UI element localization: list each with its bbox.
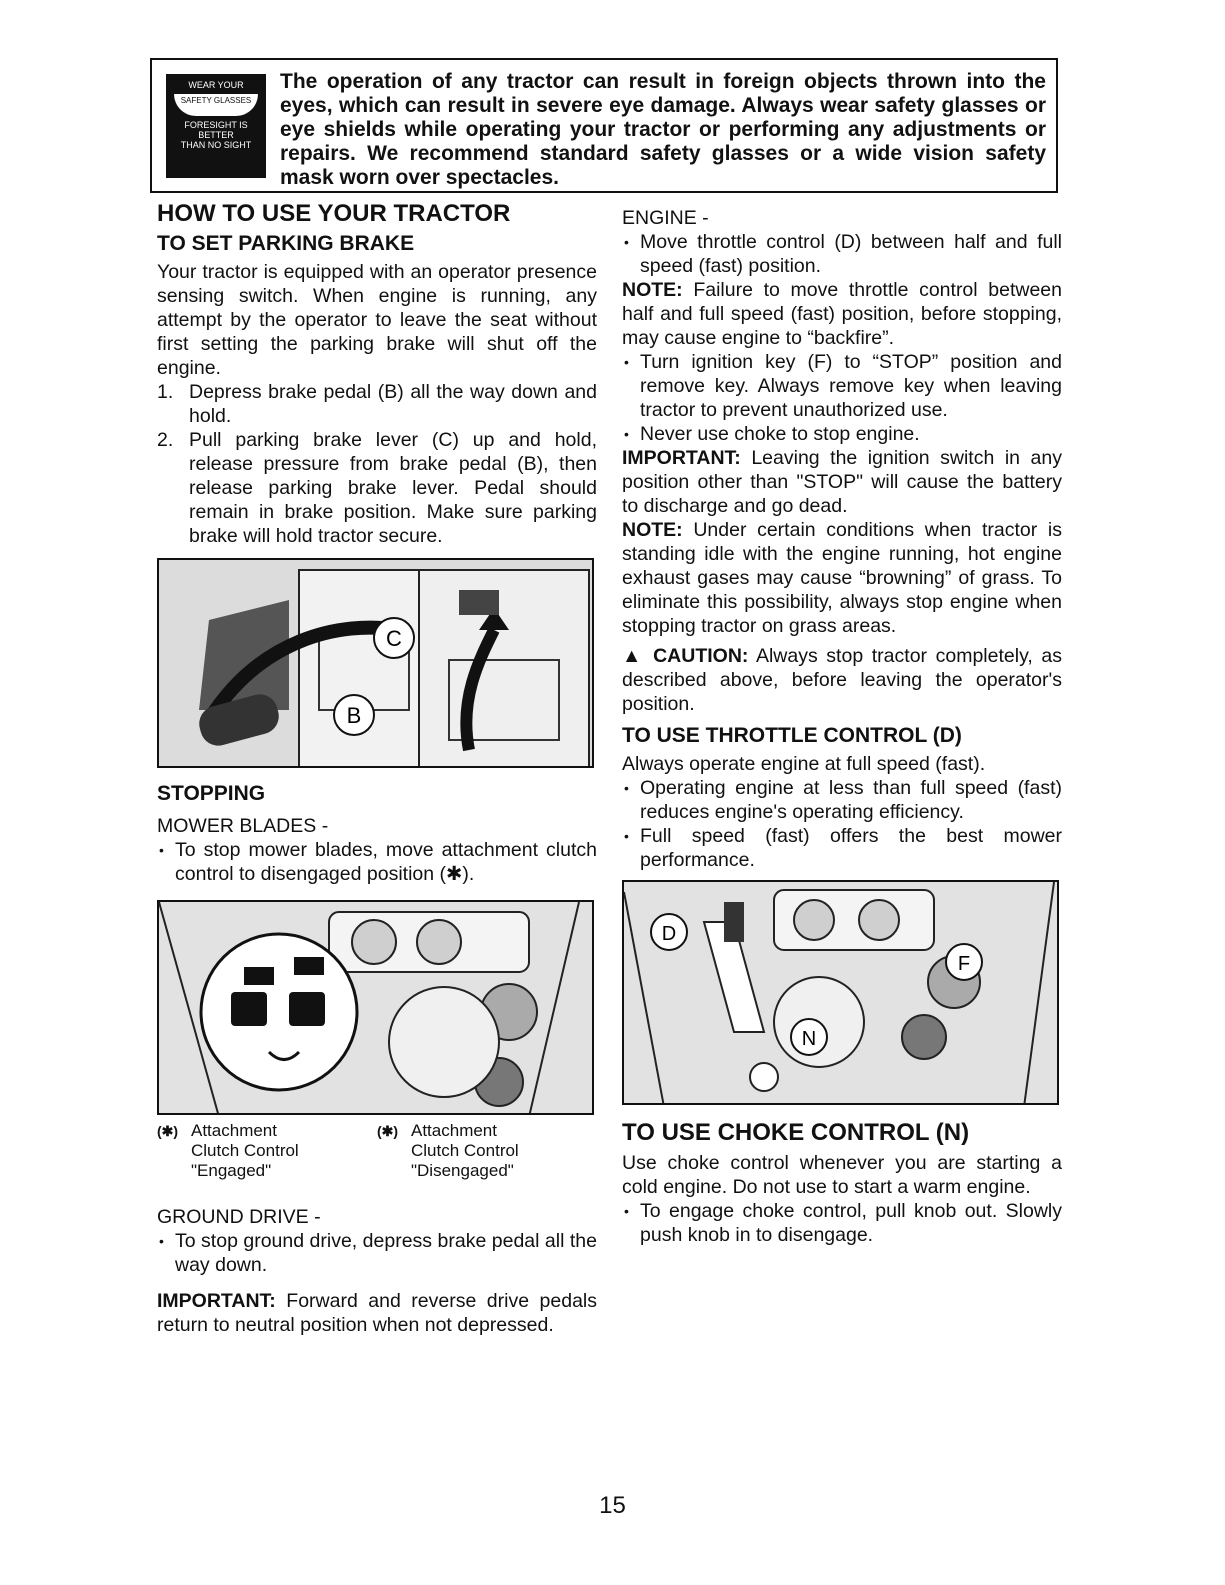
note2 [622, 518, 1062, 638]
clutch-control-illustration [159, 902, 594, 1115]
right-column [622, 206, 1062, 1247]
important-label: IMPORTANT: [157, 1290, 276, 1312]
mower-blades-label: MOWER BLADES - [157, 815, 329, 837]
engine-list-2 [622, 350, 1062, 446]
important-text: Forward and reverse drive pedals return to neutral position when not depressed. [157, 1290, 597, 1336]
legend-disengaged [377, 1121, 597, 1181]
icon-text-top: WEAR YOUR [188, 80, 244, 90]
section-title: HOW TO USE YOUR TRACTOR [157, 200, 511, 227]
glasses-graphic [174, 94, 258, 116]
parking-brake-illustration [159, 560, 594, 768]
step-1-text: Depress brake pedal (B) all the way down and hold. [189, 381, 597, 427]
step-2 [157, 428, 597, 548]
icon-text-mid: SAFETY GLASSES [180, 96, 252, 105]
legend-disengaged-line3: "Disengaged" [411, 1161, 514, 1180]
note1-label: NOTE: [622, 279, 683, 301]
legend-disengaged-line1: Attachment [411, 1121, 497, 1140]
throttle-illustration [624, 882, 1059, 1105]
icon-text-bottom1: FORESIGHT IS BETTER [184, 120, 248, 140]
engine-label: ENGINE - [622, 207, 709, 229]
important-right-label: IMPORTANT: [622, 447, 741, 469]
throttle-heading: TO USE THROTTLE CONTROL (D) [622, 724, 962, 747]
throttle-figure [622, 880, 1059, 1105]
parking-brake-text: Your tractor is equipped with an operator presence sensing switch. When engine is running, any attempt by the operator to leave the seat without first setting the parking brake will shut off the engine. [157, 261, 597, 379]
legend-disengaged-line2: Clutch Control [411, 1141, 519, 1160]
throttle-bullet-1: • Operating engine at less than full speed (fast) reduces engine's operating efficiency. [622, 776, 1062, 824]
icon-text-bottom2: THAN NO SIGHT [180, 140, 252, 150]
safety-glasses-icon [166, 74, 266, 178]
note1 [622, 278, 1062, 350]
label-n: N [801, 1028, 817, 1050]
legend-engaged-line3: "Engaged" [191, 1161, 272, 1180]
step-1 [157, 380, 597, 428]
legend-engaged [157, 1121, 377, 1181]
parking-brake-heading: TO SET PARKING BRAKE [157, 232, 415, 255]
clutch-legend [157, 1121, 597, 1181]
label-c: C [386, 626, 402, 651]
throttle-list [622, 776, 1062, 872]
caution-label: CAUTION: [653, 645, 749, 667]
label-b: B [346, 703, 362, 728]
choke-bullet: • To engage choke control, pull knob out. Slowly push knob in to disengage. [622, 1199, 1062, 1247]
engine-list-1 [622, 230, 1062, 278]
caution-paragraph [622, 644, 1062, 716]
engine-bullet-1: • Move throttle control (D) between half and full speed (fast) position. [622, 230, 1062, 278]
warning-text: The operation of any tractor can result in foreign objects thrown into the eyes, which can result in severe eye damage. Always wear safety glasses or eye shields while operating your tractor or performing any adjustments or repairs. We recommend standard safety glasses or a wide vision safety mask worn over spectacles. [280, 70, 1046, 189]
important-right [622, 446, 1062, 518]
choke-list [622, 1199, 1062, 1247]
engine-bullet-2: • Turn ignition key (F) to “STOP” position and remove key. Always remove key when leaving tractor to prevent unauthorized use. [622, 350, 1062, 422]
caution-text: Always stop tractor completely, as described above, before leaving the operator's position. [622, 645, 1062, 715]
left-column [157, 200, 597, 1337]
mower-bullet: • To stop mower blades, move attachment clutch control to disengaged position (✱). [157, 838, 597, 886]
ground-drive-label: GROUND DRIVE - [157, 1206, 321, 1228]
stopping-heading: STOPPING [157, 782, 266, 805]
safety-warning-box [150, 58, 1058, 193]
note2-text: Under certain conditions when tractor is standing idle with the engine running, hot engine exhaust gases may cause “browning” of grass. To eliminate this possibility, always stop engine when stopping tractor on grass areas. [622, 519, 1062, 637]
clutch-control-figure [157, 900, 594, 1115]
step-2-text: Pull parking brake lever (C) up and hold, release pressure from brake pedal (B), then release parking brake lever. Pedal should remain in brake position. Make sure parking brake will hold tractor secure. [189, 429, 597, 547]
label-d: D [661, 923, 677, 945]
note2-label: NOTE: [622, 519, 683, 541]
parking-brake-figure [157, 558, 594, 768]
ground-bullet: • To stop ground drive, depress brake pedal all the way down. [157, 1229, 597, 1277]
choke-heading: TO USE CHOKE CONTROL (N) [622, 1119, 970, 1146]
clutch-engaged-icon: (✱) [157, 1123, 179, 1139]
page-number: 15 [599, 1492, 626, 1519]
engine-bullet-3: • Never use choke to stop engine. [622, 422, 1062, 446]
note1-text: Failure to move throttle control between half and full speed (fast) position, before stopping, may cause engine to “backfire”. [622, 279, 1062, 349]
important-paragraph [157, 1289, 597, 1337]
mower-list [157, 838, 597, 886]
throttle-bullet-2: • Full speed (fast) offers the best mower performance. [622, 824, 1062, 872]
legend-engaged-line2: Clutch Control [191, 1141, 299, 1160]
clutch-disengaged-icon: (✱) [377, 1123, 399, 1139]
parking-steps [157, 380, 597, 548]
legend-engaged-line1: Attachment [191, 1121, 277, 1140]
important-right-text: Leaving the ignition switch in any position other than "STOP" will cause the battery to discharge and go dead. [622, 447, 1062, 517]
ground-list [157, 1229, 597, 1277]
label-f: F [957, 953, 971, 975]
throttle-text: Always operate engine at full speed (fast). [622, 753, 986, 775]
caution-warning-icon: ▲ [622, 645, 645, 667]
choke-text: Use choke control whenever you are starting a cold engine. Do not use to start a warm engine. [622, 1152, 1062, 1198]
